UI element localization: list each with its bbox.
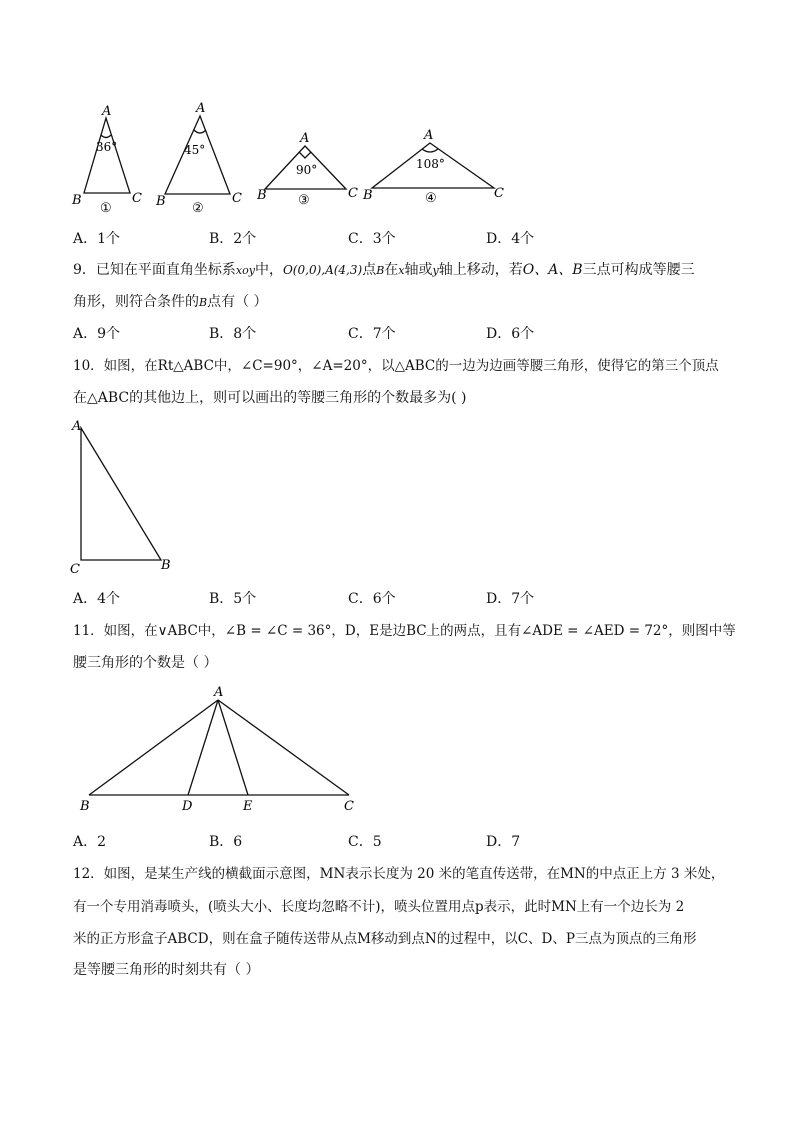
q11-label-a: A	[214, 685, 224, 700]
q9-text-1: 9．已知在平面直角坐标系	[73, 262, 236, 278]
q9-option-b[interactable]: B．8个	[209, 326, 257, 342]
q9-y: y	[432, 264, 439, 277]
t4-label-a: A	[424, 128, 434, 143]
q12-line-3: 米的正方形盒子ABCD，则在盒子随传送带从点M移动到点N的过程中，以C、D、P三点为顶点的三角形	[73, 931, 697, 947]
q11-option-d[interactable]: D．7	[486, 834, 521, 850]
t2-label-b: B	[156, 194, 166, 209]
q9-text-5: 轴或	[404, 262, 433, 278]
q12-line-4: 是等腰三角形的时刻共有（ ）	[73, 962, 260, 978]
q9-line2-a: 角形，则符合条件的	[73, 294, 199, 310]
q9-option-c[interactable]: C．7个	[348, 326, 396, 342]
q10-option-b[interactable]: B．5个	[209, 591, 257, 607]
t1-label-c: C	[132, 191, 142, 206]
t2-label-c: C	[232, 191, 242, 206]
q9-line-1	[73, 261, 695, 280]
q9-option-a[interactable]: A．9个	[73, 326, 121, 342]
t3-label-c: C	[348, 186, 358, 201]
t1-label-b: B	[72, 193, 82, 208]
triangle-1	[84, 118, 130, 193]
q9-b: B	[376, 264, 385, 277]
q9-points: O、A、B	[522, 262, 583, 278]
t4-number: ④	[425, 191, 437, 206]
t3-angle: 90°	[296, 163, 318, 177]
q11-figure	[76, 682, 366, 816]
q11-label-d: D	[182, 799, 193, 814]
q8-option-a[interactable]: A．1个	[73, 231, 121, 247]
q10-label-b: B	[161, 558, 171, 573]
t3-label-a: A	[300, 131, 310, 146]
q9-line2-b-var: B	[199, 296, 208, 309]
q9-option-d[interactable]: D．6个	[486, 326, 535, 342]
q11-option-c[interactable]: C．5	[348, 834, 382, 850]
t1-angle: 36°	[96, 140, 118, 154]
q10-option-d[interactable]: D．7个	[486, 591, 535, 607]
q11-label-c: C	[344, 799, 354, 814]
q12-line-2: 有一个专用消毒喷头，(喷头大小、长度均忽略不计)，喷头位置用点p表示，此时MN上有一个边长为 2	[73, 899, 685, 915]
q9-text-2: 中，	[254, 262, 283, 278]
q9-text-3: 点	[362, 262, 377, 278]
t2-number: ②	[192, 201, 204, 216]
q10-figure	[66, 416, 182, 578]
t1-label-a: A	[102, 104, 112, 119]
q11-option-b[interactable]: B．6	[209, 834, 243, 850]
q11-option-a[interactable]: A．2	[73, 834, 107, 850]
q8-option-d[interactable]: D．4个	[486, 231, 535, 247]
q12-line-1: 12．如图，是某生产线的横截面示意图，MN表示长度为 20 米的笔直传送带，在MN的中点正上方 3 米处，	[73, 866, 725, 882]
t4-angle: 108°	[416, 157, 445, 171]
q11-line-2: 腰三角形的个数是（ ）	[73, 655, 218, 671]
t3-number: ③	[298, 193, 310, 208]
q10-label-c: C	[70, 562, 80, 577]
t3-label-b: B	[257, 188, 267, 203]
q8-option-c[interactable]: C．3个	[348, 231, 396, 247]
q11-label-b: B	[80, 799, 90, 814]
q8-option-b[interactable]: B．2个	[209, 231, 257, 247]
t4-label-b: B	[363, 188, 373, 203]
q10-line-2: 在△ABC的其他边上，则可以画出的等腰三角形的个数最多为( )	[73, 390, 467, 406]
q8-figure	[60, 98, 520, 216]
q9-coords: O(0,0),A(4,3)	[282, 263, 363, 277]
q9-text-4: 在	[384, 262, 399, 278]
q11-line-1: 11．如图，在∨ABC中，∠B = ∠C = 36°，D，E是边BC上的两点，且有∠ADE = ∠AED = 72°，则图中等	[73, 623, 736, 639]
q10-label-a: A	[72, 419, 82, 434]
t1-number: ①	[100, 201, 112, 216]
t4-label-c: C	[494, 186, 504, 201]
q9-line-2	[73, 293, 268, 312]
t2-angle: 45°	[184, 143, 206, 157]
q9-x: x	[398, 264, 405, 277]
right-triangle	[81, 428, 161, 560]
large-triangle	[89, 700, 349, 795]
q9-line2-b: 点有（ ）	[207, 294, 268, 310]
q9-xoy: xoy	[235, 264, 255, 277]
q11-label-e: E	[243, 799, 253, 814]
t2-label-a: A	[196, 101, 206, 116]
q9-text-8: 三点可构成等腰三	[582, 262, 695, 278]
q10-option-c[interactable]: C．6个	[348, 591, 396, 607]
q10-option-a[interactable]: A．4个	[73, 591, 121, 607]
q10-line-1: 10．如图，在Rt△ABC中，∠C=90°，∠A=20°，以△ABC的一边为边画等腰三角形，使得它的第三个顶点	[73, 358, 719, 374]
q9-text-6: 轴上移动，若	[438, 262, 523, 278]
